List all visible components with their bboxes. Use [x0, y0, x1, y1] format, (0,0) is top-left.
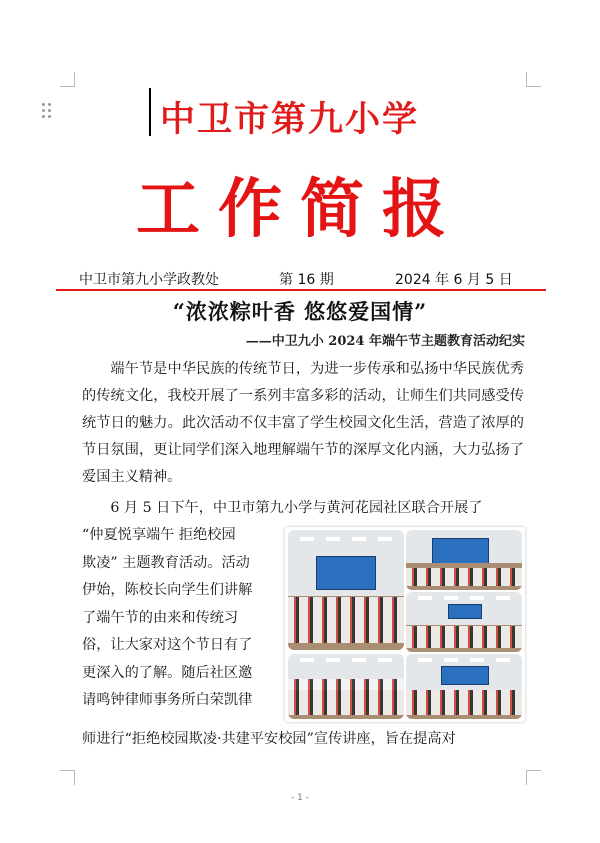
issue-number[interactable]: 第 16 期	[279, 272, 334, 288]
photo-students-seated	[406, 592, 522, 652]
wrapped-text-line[interactable]: 伊始，陈校长向学生们讲解	[82, 582, 253, 598]
wrapped-text-line[interactable]: 请鸣钟律师事务所白荣凯律	[82, 692, 253, 708]
page-number: - 1 -	[291, 793, 309, 803]
crop-mark-top-right	[526, 72, 541, 87]
crop-mark-bottom-right	[526, 770, 541, 785]
photo-collage[interactable]	[285, 527, 525, 722]
wrapped-text-line[interactable]: 欺凌” 主题教育活动。活动	[82, 554, 250, 571]
article-subheadline[interactable]: ——中卫九小 2024 年端午节主题教育活动纪实	[245, 334, 525, 349]
issue-info-line	[79, 269, 539, 289]
article-headline[interactable]: “浓浓粽叶香 悠悠爱国情”	[172, 299, 428, 324]
photo-classroom-lecture	[288, 530, 404, 650]
header-divider	[56, 289, 546, 291]
text-cursor	[149, 88, 151, 136]
wrapped-text-line[interactable]: “仲夏悦享端午 拒绝校园	[82, 527, 236, 543]
photo-presentation-screen	[406, 530, 522, 590]
wrapped-text-line[interactable]: 俗，让大家对这个节日有了	[82, 637, 253, 653]
photo-audience	[288, 654, 404, 719]
wrapped-text-line[interactable]: 更深入的了解。随后社区邀	[82, 664, 253, 681]
paragraph-continuation[interactable]: 师进行“拒绝校园欺凌·共建平安校园”宣传讲座，旨在提高对	[82, 731, 456, 747]
school-title[interactable]: 中卫市第九小学	[160, 99, 420, 140]
wrapped-text-line[interactable]: 了端午节的由来和传统习	[82, 609, 239, 626]
paragraph-event-lead[interactable]: 6 月 5 日下午，中卫市第九小学与黄河花园社区联合开展了	[110, 500, 483, 516]
issue-date[interactable]: 2024 年 6 月 5 日	[395, 272, 513, 288]
department-label[interactable]: 中卫市第九小学政教处	[79, 272, 219, 288]
crop-mark-top-left	[60, 72, 75, 87]
crop-mark-bottom-left	[60, 770, 75, 785]
drag-handle-icon[interactable]	[42, 103, 52, 119]
wrapped-text-block	[82, 522, 282, 715]
paragraph-intro[interactable]: 端午节是中华民族的传统节日，为进一步传承和弘扬中华民族优秀的传统文化，我校开展了一系列丰富多彩的活动，让师生们共同感受传统节日的魅力。此次活动不仅丰富了学生校园文化生活，营造了浓厚的节日氛围，更让同学们深入地理解端午节的深厚文化内涵，大力弘扬了爱国主义精神。	[82, 361, 524, 485]
bulletin-title[interactable]: 工作简报	[136, 172, 464, 247]
photo-seminar-hall	[406, 654, 522, 719]
